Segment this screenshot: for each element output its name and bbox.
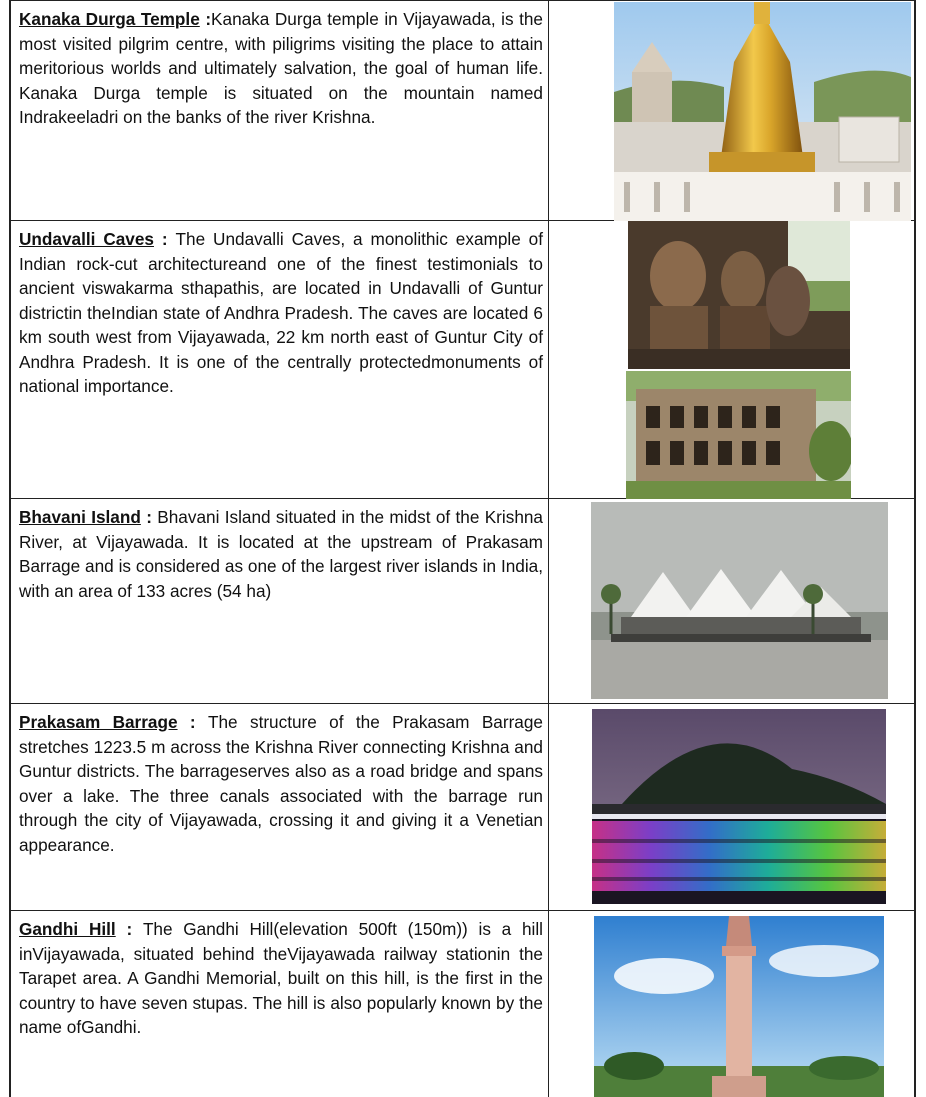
- place-title: Prakasam Barrage: [19, 712, 178, 732]
- barrage-photo: [592, 709, 886, 904]
- place-title: Kanaka Durga Temple: [19, 9, 200, 29]
- temple-photo: [614, 2, 911, 221]
- title-separator: :: [153, 229, 176, 249]
- place-title: Gandhi Hill: [19, 919, 116, 939]
- cave-facade-photo: [626, 371, 851, 499]
- table-row: [9, 704, 916, 911]
- place-description: Bhavani Island situated in the midst of the Krishna River, at Vijayawada. It is located at the upstream of Prakasam Barrage and is considered as one of the largest river islands in India, with an area of 133 acres (54 ha): [19, 507, 543, 601]
- place-description: Kanaka Durga temple in Vijayawada, is the most visited pilgrim centre, with piligrims visiting the place to attain meritorious worlds and ultimately salvation, the goal of human life. Kanaka Durga temple is situated on the mountain named Indrakeeladri on the banks of the river Krishna.: [19, 9, 543, 127]
- cave-sculpture-photo: [628, 221, 850, 369]
- title-separator: :: [199, 9, 212, 29]
- gandhi-memorial-photo: [594, 916, 884, 1097]
- title-separator: :: [177, 712, 208, 732]
- place-description: The Undavalli Caves, a monolithic example of Indian rock-cut architectureand one of the finest testimonials to ancient viswakarma sthapathis, are located in Undavalli of Guntur districtin theIndian state of Andhra Pradesh. The caves are located 6 km south west from Vijayawada, 22 km north east of Guntur City of Andhra Pradesh. It is one of the centrally protectedmonuments of national importance.: [19, 229, 543, 396]
- table-row: [9, 911, 916, 1097]
- table-row: [9, 499, 916, 704]
- description-cell: [11, 221, 549, 498]
- description-cell: [11, 499, 549, 703]
- place-title: Bhavani Island: [19, 507, 141, 527]
- description-cell: [11, 1, 549, 220]
- table-row: [9, 221, 916, 499]
- table-row: [9, 0, 916, 221]
- title-separator: :: [140, 507, 158, 527]
- place-description: The Gandhi Hill(elevation 500ft (150m)) is a hill inVijayawada, situated behind theVijayawada railway stationin the Tarapet area. A Gandhi Memorial, built on this hill, is the first in the country to have seven stupas. The hill is also popularly known by the name ofGandhi.: [19, 919, 543, 1037]
- place-title: Undavalli Caves: [19, 229, 154, 249]
- description-cell: [11, 704, 549, 910]
- title-separator: :: [115, 919, 143, 939]
- island-photo: [591, 502, 888, 699]
- place-description: The structure of the Prakasam Barrage stretches 1223.5 m across the Krishna River connecting Krishna and Guntur districts. The barrageserves also as a road bridge and spans over a lake. The three canals associated with the barrage run through the city of Vijayawada, crossing it and giving it a Venetian appearance.: [19, 712, 543, 855]
- description-cell: [11, 911, 549, 1097]
